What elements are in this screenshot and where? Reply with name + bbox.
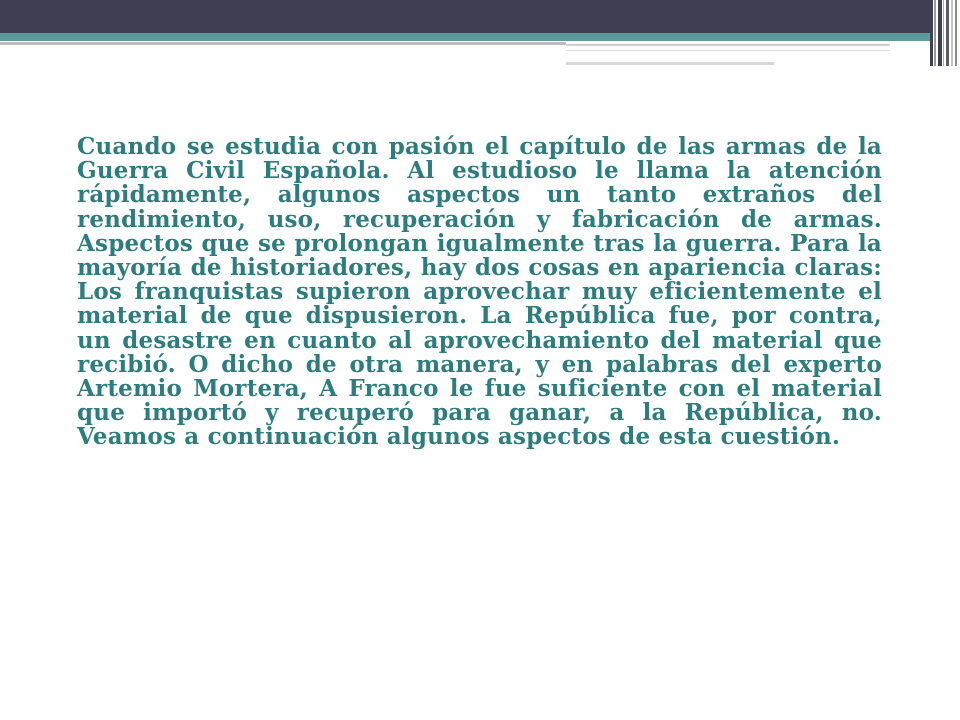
divider-line [566, 50, 890, 51]
decorative-stripes [930, 0, 960, 66]
divider-line [0, 42, 566, 45]
divider-line [566, 62, 774, 65]
header-bar [0, 0, 930, 33]
accent-band [0, 33, 930, 41]
slide-body-text: Cuando se estudia con pasión el capítulo de las armas de la Guerra Civil Española. Al estudioso le llama la atención rápidamente, algunos aspectos un tanto extraños del rendimiento, uso, recuperación y fabricación de armas. Aspectos que se prolongan igualmente tras la guerra. Para la mayoría de historiadores, hay dos cosas en apariencia claras: Los franquistas supieron aprovechar muy eficientemente el material de que dispusieron. La República fue, por contra, un desastre en cuanto al aprovechamiento del material que recibió. O dicho de otra manera, y en palabras del experto Artemio Mortera, A Franco le fue suficiente con el material que importó y recuperó para ganar, a la República, no. Veamos a continuación algunos aspectos de esta cuestión. [77, 133, 882, 451]
divider-line [566, 44, 890, 46]
